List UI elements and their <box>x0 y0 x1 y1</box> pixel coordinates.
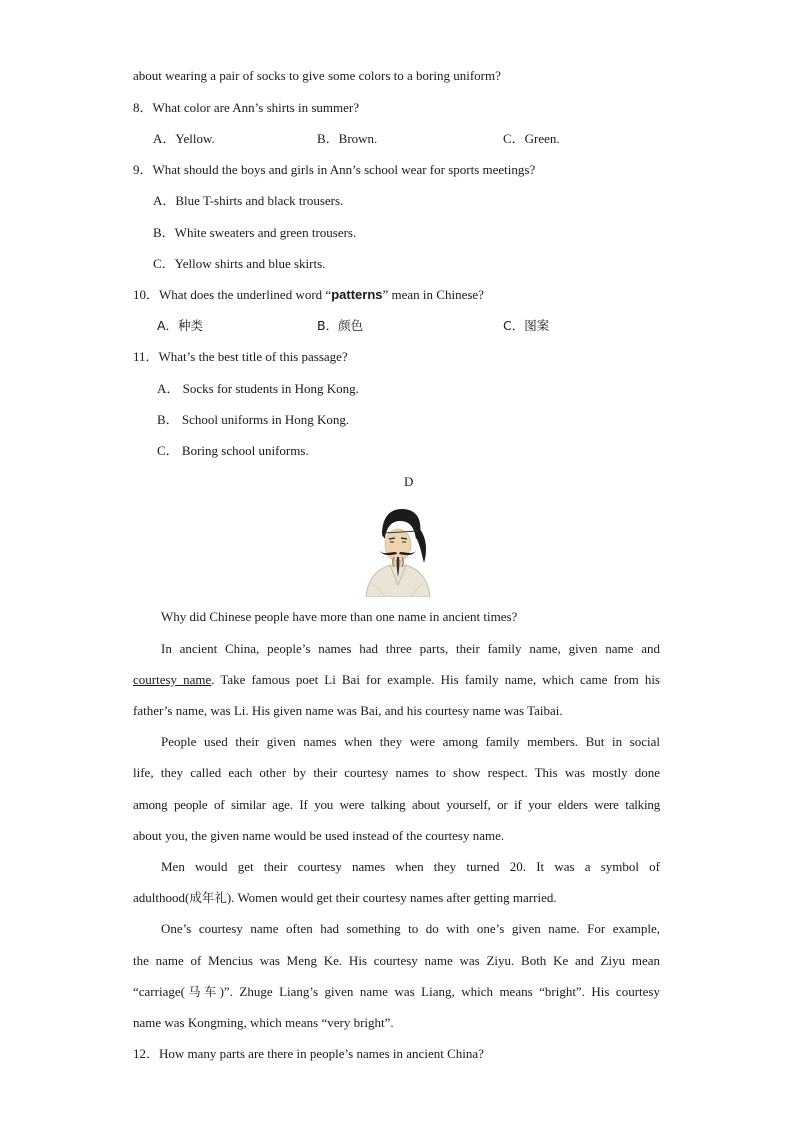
passage-p4-line3-post: )”. Zhuge Liang’s given name was Liang, which means “bright”. His courtesy <box>219 984 660 999</box>
question-10-keyword: patterns <box>331 287 383 302</box>
question-9-option-b[interactable]: B．White sweaters and green trousers. <box>153 225 357 240</box>
question-8-option-b[interactable]: B．Brown. <box>317 131 378 146</box>
passage-p1-line2 <box>133 672 660 688</box>
passage-p4-chinese: 马车 <box>184 984 220 999</box>
question-10-stem-post: ” mean in Chinese? <box>382 287 484 302</box>
passage-p4-line4: name was Kongming, which means “very bright”. <box>133 1015 394 1030</box>
passage-p4-line1: One’s courtesy name often had something to do with one’s given name. For example, <box>161 921 660 936</box>
passage-p4-line3 <box>133 984 660 1000</box>
question-10-option-a[interactable]: A．种类 <box>157 318 204 333</box>
passage-p2-line1: People used their given names when they were among family members. But in social <box>161 734 660 749</box>
question-12-stem: 12．How many parts are there in people’s names in ancient China? <box>133 1046 484 1061</box>
question-10-stem-pre: 10．What does the underlined word “ <box>133 287 332 302</box>
passage-p1-line1: In ancient China, people’s names had three parts, their family name, given name and <box>161 641 660 656</box>
question-11-option-a[interactable]: A． Socks for students in Hong Kong. <box>157 381 359 396</box>
question-10-option-c[interactable]: C．图案 <box>503 318 550 333</box>
passage-p4-line3-pre: “carriage( <box>133 984 185 999</box>
courtesy-name-underlined: courtesy name <box>133 672 212 687</box>
question-8-stem: 8．What color are Ann’s shirts in summer? <box>133 100 360 115</box>
passage-p3-line1: Men would get their courtesy names when they turned 20. It was a symbol of <box>161 859 660 874</box>
question-11-option-c[interactable]: C． Boring school uniforms. <box>157 443 309 458</box>
passage-p3-line2 <box>133 890 557 906</box>
passage-p1-line3: father’s name, was Li. His given name was Bai, and his courtesy name was Taibai. <box>133 703 563 718</box>
intro-tail-text: about wearing a pair of socks to give some colors to a boring uniform? <box>133 68 501 83</box>
passage-p3-chinese: 成年礼 <box>189 890 227 905</box>
question-11-option-b[interactable]: B． School uniforms in Hong Kong. <box>157 412 350 427</box>
passage-heading: Why did Chinese people have more than one name in ancient times? <box>161 609 518 624</box>
question-11-stem: 11．What’s the best title of this passage? <box>133 349 348 364</box>
passage-p2-line4: about you, the given name would be used instead of the courtesy name. <box>133 828 505 843</box>
passage-p2-line3: among people of similar age. If you were talking about yourself, or if your elders were talking <box>133 797 660 812</box>
question-8-option-c[interactable]: C．Green. <box>503 131 560 146</box>
question-9-stem: 9．What should the boys and girls in Ann’s school wear for sports meetings? <box>133 162 536 177</box>
question-10-stem <box>133 287 484 303</box>
passage-p1-line2-rest: . Take famous poet Li Bai for example. His family name, which came from his <box>211 672 660 687</box>
question-8-option-a[interactable]: A．Yellow. <box>153 131 215 146</box>
passage-p2-line2: life, they called each other by their courtesy names to show respect. This was mostly done <box>133 765 660 780</box>
li-bai-portrait-icon <box>360 505 434 597</box>
passage-p3-line2-pre: adulthood( <box>133 890 190 905</box>
question-9-option-c[interactable]: C．Yellow shirts and blue skirts. <box>153 256 326 271</box>
section-label: D <box>404 474 414 489</box>
question-9-option-a[interactable]: A．Blue T-shirts and black trousers. <box>153 193 344 208</box>
passage-p4-line2: the name of Mencius was Meng Ke. His courtesy name was Ziyu. Both Ke and Ziyu mean <box>133 953 660 968</box>
question-10-option-b[interactable]: B．颜色 <box>317 318 364 333</box>
passage-p3-line2-post: ). Women would get their courtesy names after getting married. <box>226 890 557 905</box>
